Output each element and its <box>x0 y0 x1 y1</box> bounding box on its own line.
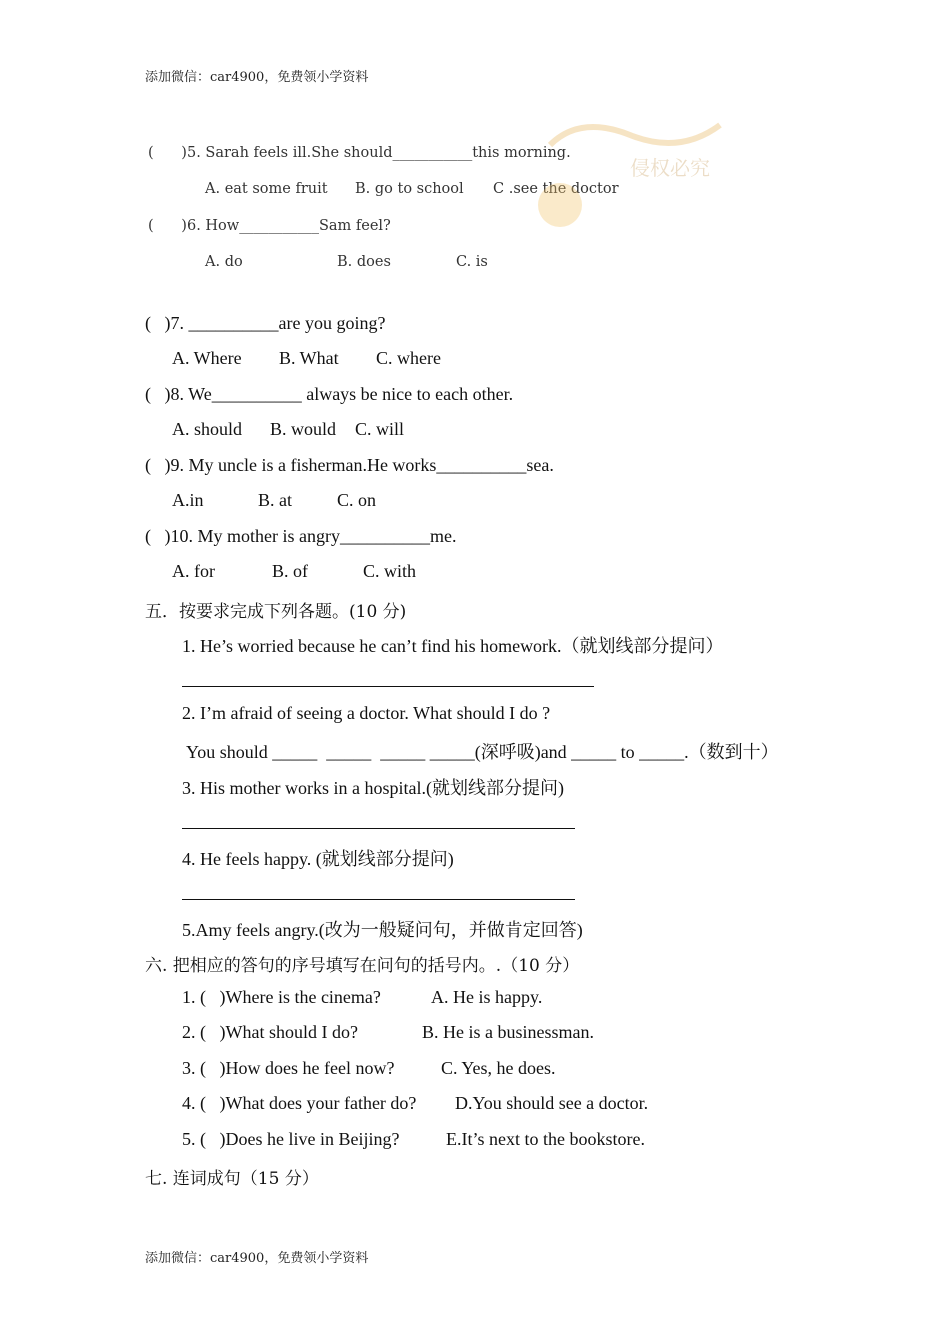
q5-option-b: B. go to school <box>355 181 464 197</box>
q7-option-b: B. What <box>279 348 339 368</box>
q7-option-a: A. Where <box>172 348 242 368</box>
q9-option-c: C. on <box>337 490 377 510</box>
question-7: ( )7. __________are you going? <box>145 313 386 333</box>
s5-item-5: 5.Amy feels angry.(改为一般疑问句，并做肯定回答) <box>182 920 583 940</box>
q6-option-c: C. is <box>456 254 488 270</box>
s6-answer-c: C. Yes, he does. <box>441 1058 556 1078</box>
s6-question-2: 2. ( )What should I do? <box>182 1022 358 1042</box>
question-8: ( )8. We__________ always be nice to each other. <box>145 384 514 404</box>
answer-line-4[interactable] <box>182 899 575 900</box>
scanned-questions <box>140 120 780 290</box>
section-5-title: 五．按要求完成下列各题。(10 分) <box>145 602 407 622</box>
q9-option-a: A.in <box>172 490 204 510</box>
s6-question-3: 3. ( )How does he feel now? <box>182 1058 395 1078</box>
header-note: 添加微信：car4900，免费领小学资料 <box>145 70 369 85</box>
q8-option-c: C. will <box>355 419 405 439</box>
s6-answer-b: B. He is a businessman. <box>422 1022 594 1042</box>
q5-option-c: C .see the doctor <box>493 181 619 197</box>
q7-option-c: C. where <box>376 348 441 368</box>
section-6-title: 六. 把相应的答句的序号填写在问句的括号内。.（10 分） <box>145 956 580 976</box>
q6-option-a: A. do <box>205 254 243 270</box>
s5-item-4: 4. He feels happy. (就划线部分提问) <box>182 849 454 869</box>
footer-note: 添加微信：car4900，免费领小学资料 <box>145 1251 369 1266</box>
q10-option-b: B. of <box>272 561 308 581</box>
question-6: ( )6. How___________Sam feel? <box>148 218 391 234</box>
s5-item-3: 3. His mother works in a hospital.(就划线部分提问) <box>182 778 564 798</box>
s6-question-4: 4. ( )What does your father do? <box>182 1093 417 1113</box>
s6-answer-d: D.You should see a doctor. <box>455 1093 649 1113</box>
q10-option-c: C. with <box>363 561 417 581</box>
s6-question-1: 1. ( )Where is the cinema? <box>182 987 381 1007</box>
s6-answer-e: E.It’s next to the bookstore. <box>446 1129 645 1149</box>
s6-question-5: 5. ( )Does he live in Beijing? <box>182 1129 400 1149</box>
section-7-title: 七. 连词成句（15 分） <box>145 1169 319 1189</box>
answer-line-1[interactable] <box>182 686 594 687</box>
question-10: ( )10. My mother is angry__________me. <box>145 526 457 546</box>
q6-option-b: B. does <box>337 254 391 270</box>
q9-option-b: B. at <box>258 490 292 510</box>
s5-item-2-answer: You should _____ _____ _____ _____(深呼吸)and _____ to _____.（数到十） <box>186 742 779 762</box>
answer-line-3[interactable] <box>182 828 575 829</box>
s6-answer-a: A. He is happy. <box>431 987 543 1007</box>
q5-option-a: A. eat some fruit <box>205 181 328 197</box>
s5-item-1: 1. He’s worried because he can’t find his homework.（就划线部分提问） <box>182 636 724 656</box>
q8-option-a: A. should <box>172 419 243 439</box>
q10-option-a: A. for <box>172 561 215 581</box>
q8-option-b: B. would <box>270 419 337 439</box>
question-5: ( )5. Sarah feels ill.She should___________this morning. <box>148 145 571 161</box>
svg-text:侵权必究: 侵权必究 <box>630 156 710 180</box>
s5-item-2: 2. I’m afraid of seeing a doctor. What should I do ? <box>182 703 551 723</box>
question-9: ( )9. My uncle is a fisherman.He works__________sea. <box>145 455 554 475</box>
